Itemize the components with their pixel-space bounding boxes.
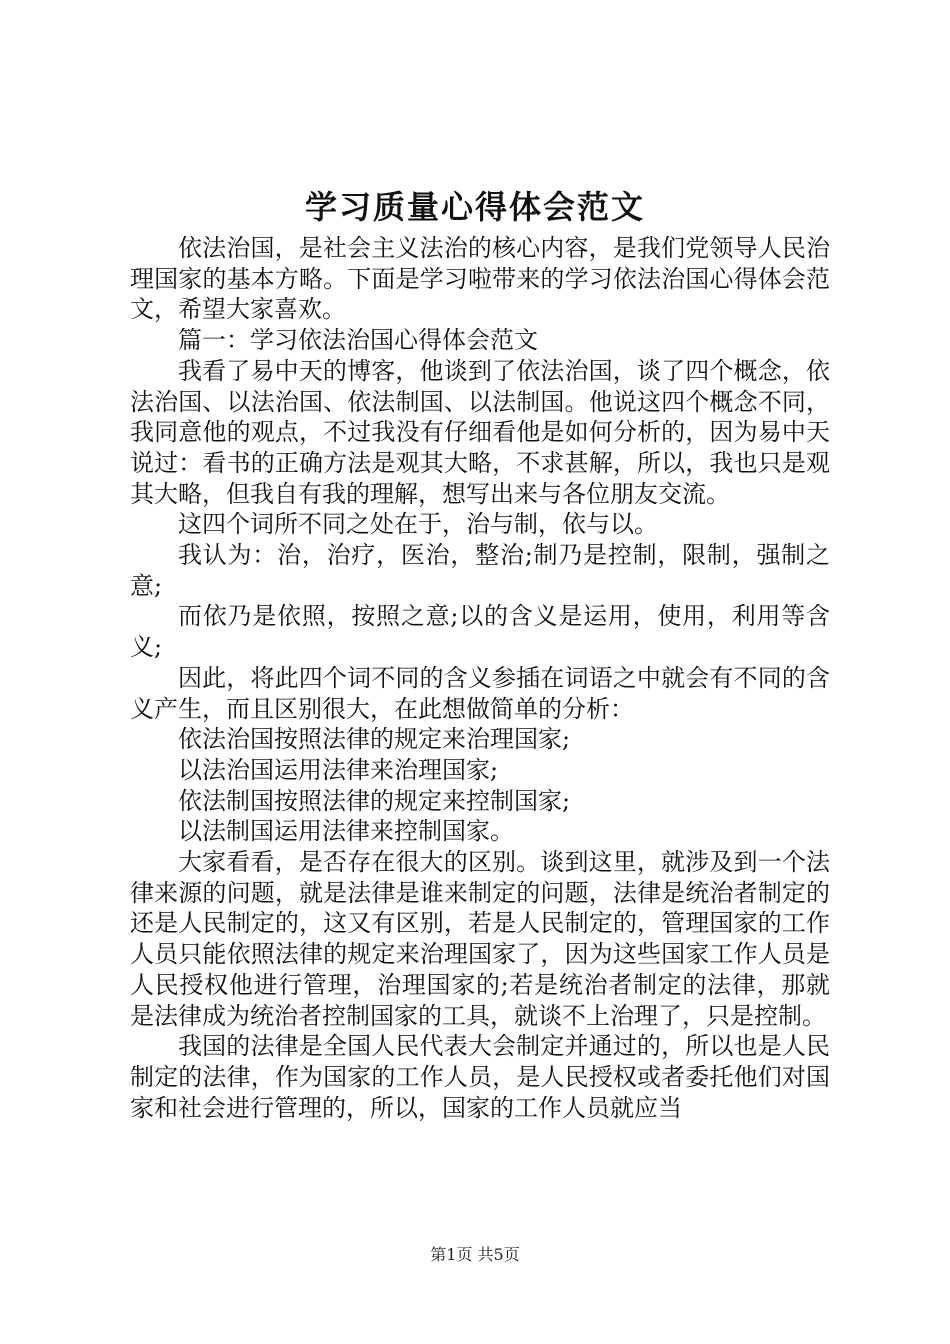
paragraph: 这四个词所不同之处在于，治与制，依与以。 (178, 510, 658, 539)
section-heading: 篇一：学习依法治国心得体会范文 (178, 326, 538, 355)
paragraph: 因此，将此四个词不同的含义参插在词语之中就会有不同的含义产生，而且区别很大，在此想做简单的分析： (130, 663, 830, 723)
paragraph: 我国的法律是全国人民代表大会制定并通过的，所以也是人民制定的法律，作为国家的工作人员，是人民授权或者委托他们对国家和社会进行管理的，所以，国家的工作人员就应当 (130, 1032, 830, 1122)
paragraph: 依法治国按照法律的规定来治理国家; (178, 725, 571, 754)
document-body (130, 233, 830, 1123)
document-title: 学习质量心得体会范文 (304, 188, 645, 226)
paragraph: 依法治国，是社会主义法治的核心内容，是我们党领导人民治理国家的基本方略。下面是学习啦带来的学习依法治国心得体会范文，希望大家喜欢。 (130, 234, 830, 324)
paragraph: 以法治国运用法律来治理国家; (178, 755, 499, 784)
paragraph: 大家看看，是否存在很大的区别。谈到这里，就涉及到一个法律来源的问题，就是法律是谁来制定的问题，法律是统治者制定的还是人民制定的，这又有区别，若是人民制定的，管理国家的工作人员只能依照法律的规定来治理国家了，因为这些国家工作人员是人民授权他进行管理，治理国家的;若是统治者制定的法律，那就是法律成为统治者控制国家的工具，就谈不上治理了，只是控制。 (130, 848, 830, 1030)
paragraph: 而依乃是依照，按照之意;以的含义是运用，使用，利用等含义; (130, 602, 830, 662)
page-footer: 第1页 共5页 (430, 1245, 520, 1264)
paragraph: 依法制国按照法律的规定来控制国家; (178, 786, 571, 815)
paragraph: 以法制国运用法律来控制国家。 (178, 817, 514, 846)
paragraph: 我看了易中天的博客，他谈到了依法治国，谈了四个概念，依法治国、以法治国、依法制国、以法制国。他说这四个概念不同，我同意他的观点，不过我没有仔细看他是如何分析的，因为易中天说过：看书的正确方法是观其大略，不求甚解，所以，我也只是观其大略，但我自有我的理解，想写出来与各位朋友交流。 (130, 356, 830, 508)
paragraph: 我认为：治，治疗，医治，整治;制乃是控制，限制，强制之意; (130, 541, 830, 600)
